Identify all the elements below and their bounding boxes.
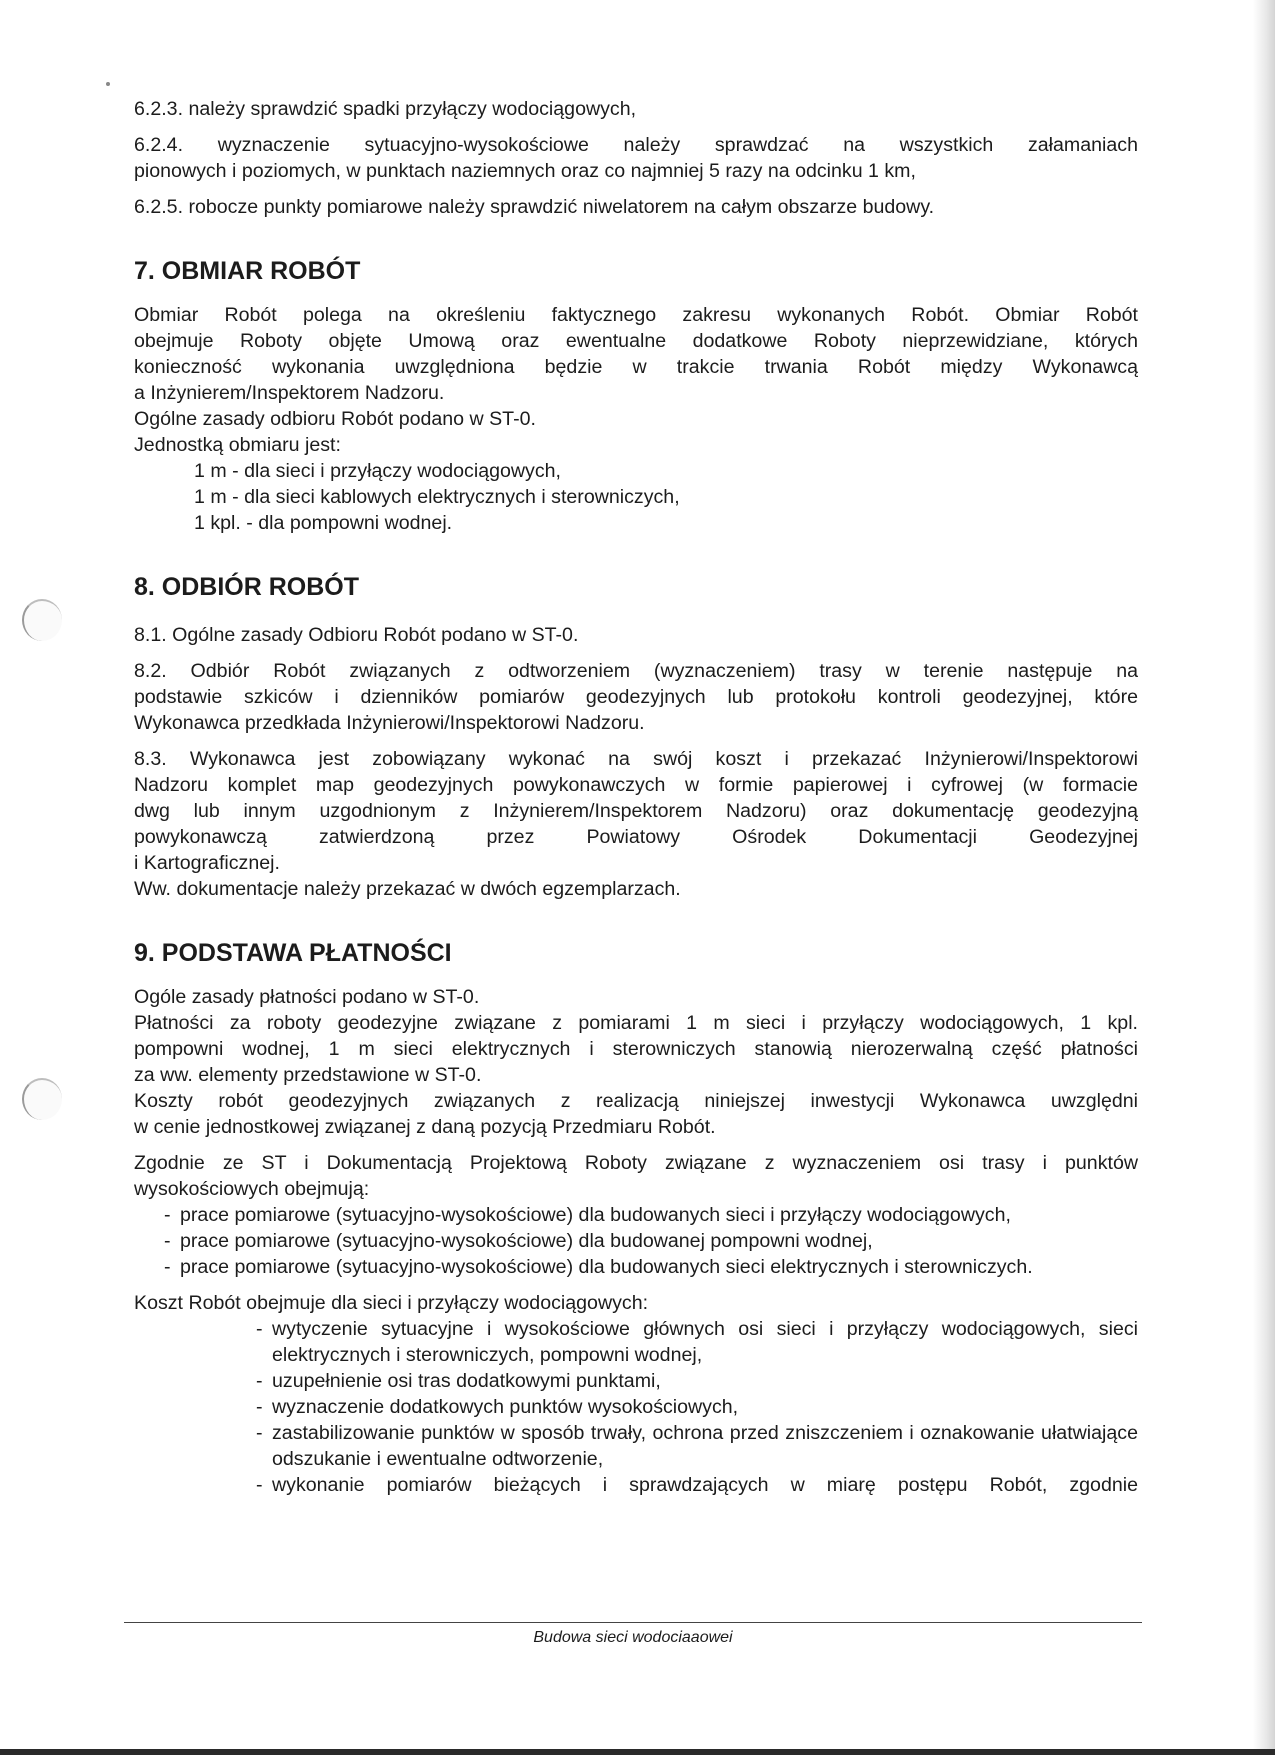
item-8-1: 8.1. Ogólne zasady Odbioru Robót podano w ST-0. [134, 624, 579, 646]
cost-list-item: - wytyczenie sytuacyjne i wysokościowe głównych osi sieci i przyłączy wodociągowych, sieci elektrycznych i sterowniczych, pompowni wodnej, [256, 1316, 1138, 1368]
item-8-3: 8.3. Wykonawca jest zobowiązany wykonać na swój koszt i przekazać Inżynierowi/Inspektorowi Nadzoru komplet map geodezyjnych powykonawczych w formie papierowej i cyfrowej (w formacie dwg lub innym uzgodnionym z Inżynierem/Inspektorem Nadzoru) oraz dokumentację geodezyjną powykonawczą zatwierdzoną przez Powiatowy Ośrodek Dokumentacji Geodezyjnej i Kartograficznej. [134, 748, 1138, 874]
punch-hole-lower [22, 1078, 62, 1120]
footer-rule [124, 1622, 1142, 1623]
section-7-paragraph: Obmiar Robót polega na określeniu faktycznego zakresu wykonanych Robót. Obmiar Robót obejmuje Roboty objęte Umową oraz ewentualne dodatkowe Roboty nieprzewidziane, których konieczność wykonania uwzględniona będzie w trakcie trwania Robót między Wykonawcą a Inżynierem/Inspektorem Nadzoru. [134, 304, 1138, 404]
cost-list-item: - zastabilizowanie punktów w sposób trwały, ochrona przed zniszczeniem i oznakowanie ułatwiające odszukanie i ewentualne odtworzenie, [256, 1420, 1138, 1472]
cost-intro: Koszt Robót obejmuje dla sieci i przyłączy wodociągowych: [134, 1292, 649, 1314]
cost-list-item: - wykonanie pomiarów bieżących i sprawdzających w miarę postępu Robót, zgodnie [256, 1472, 1138, 1498]
scope-paragraph: Zgodnie ze ST i Dokumentacją Projektową Roboty związane z wyznaczeniem osi trasy i punktów wysokościowych obejmują: [134, 1152, 1138, 1200]
document-body [134, 96, 1138, 1498]
section-7-general: Ogólne zasady odbioru Robót podano w ST-0. [134, 408, 536, 430]
item-6-2-3: 6.2.3. należy sprawdzić spadki przyłączy wodociągowych, [134, 98, 637, 120]
cost-paragraph: Koszty robót geodezyjnych związanych z realizacją niniejszej inwestycji Wykonawca uwzględni w cenie jednostkowej związanej z daną pozycją Przedmiaru Robót. [134, 1090, 1138, 1138]
scan-speck [106, 82, 110, 86]
item-8-2: 8.2. Odbiór Robót związanych z odtworzeniem (wyznaczeniem) trasy w terenie następuje na podstawie szkiców i dzienników pomiarów geodezyjnych lub protokołu kontroli geodezyjnej, które Wykonawca przedkłada Inżynierowi/Inspektorowi Nadzoru. [134, 660, 1138, 734]
works-list-item: - prace pomiarowe (sytuacyjno-wysokościowe) dla budowanych sieci elektrycznych i sterowniczych. [164, 1254, 1138, 1280]
unit-item: 1 m - dla sieci kablowych elektrycznych i sterowniczych, [194, 486, 680, 508]
footer-title: Budowa sieci wodociaaowei [533, 1629, 733, 1646]
works-list-item: - prace pomiarowe (sytuacyjno-wysokościowe) dla budowanych sieci i przyłączy wodociągowych, [164, 1202, 1138, 1228]
documentation-note: Ww. dokumentacje należy przekazać w dwóch egzemplarzach. [134, 878, 681, 900]
punch-hole-upper [22, 599, 62, 641]
payment-paragraph: Płatności za roboty geodezyjne związane z pomiarami 1 m sieci i przyłączy wodociągowych, 1 kpl. pompowni wodnej, 1 m sieci elektrycznych i sterowniczych stanowią nierozerwalną część płatności za ww. elementy przedstawione w ST-0. [134, 1012, 1138, 1086]
section-7-heading: 7. OBMIAR ROBÓT [134, 257, 361, 285]
page-edge-shadow [1253, 0, 1275, 1755]
cost-list-item: - uzupełnienie osi tras dodatkowymi punktami, [256, 1368, 1138, 1394]
scan-bottom-border [0, 1749, 1275, 1755]
unit-item: 1 kpl. - dla pompowni wodnej. [194, 512, 453, 534]
payment-general: Ogóle zasady płatności podano w ST-0. [134, 986, 480, 1008]
unit-label: Jednostką obmiaru jest: [134, 434, 341, 456]
section-8-heading: 8. ODBIÓR ROBÓT [134, 573, 360, 601]
item-6-2-5: 6.2.5. robocze punkty pomiarowe należy sprawdzić niwelatorem na całym obszarze budowy. [134, 196, 935, 218]
section-9-heading: 9. PODSTAWA PŁATNOŚCI [134, 939, 452, 967]
works-list-item: - prace pomiarowe (sytuacyjno-wysokościowe) dla budowanej pompowni wodnej, [164, 1228, 1138, 1254]
unit-item: 1 m - dla sieci i przyłączy wodociągowych, [194, 460, 561, 482]
cost-list-item: - wyznaczenie dodatkowych punktów wysokościowych, [256, 1394, 1138, 1420]
item-6-2-4: 6.2.4. wyznaczenie sytuacyjno-wysokościowe należy sprawdzać na wszystkich załamaniach pionowych i poziomych, w punktach naziemnych oraz co najmniej 5 razy na odcinku 1 km, [134, 134, 1138, 182]
